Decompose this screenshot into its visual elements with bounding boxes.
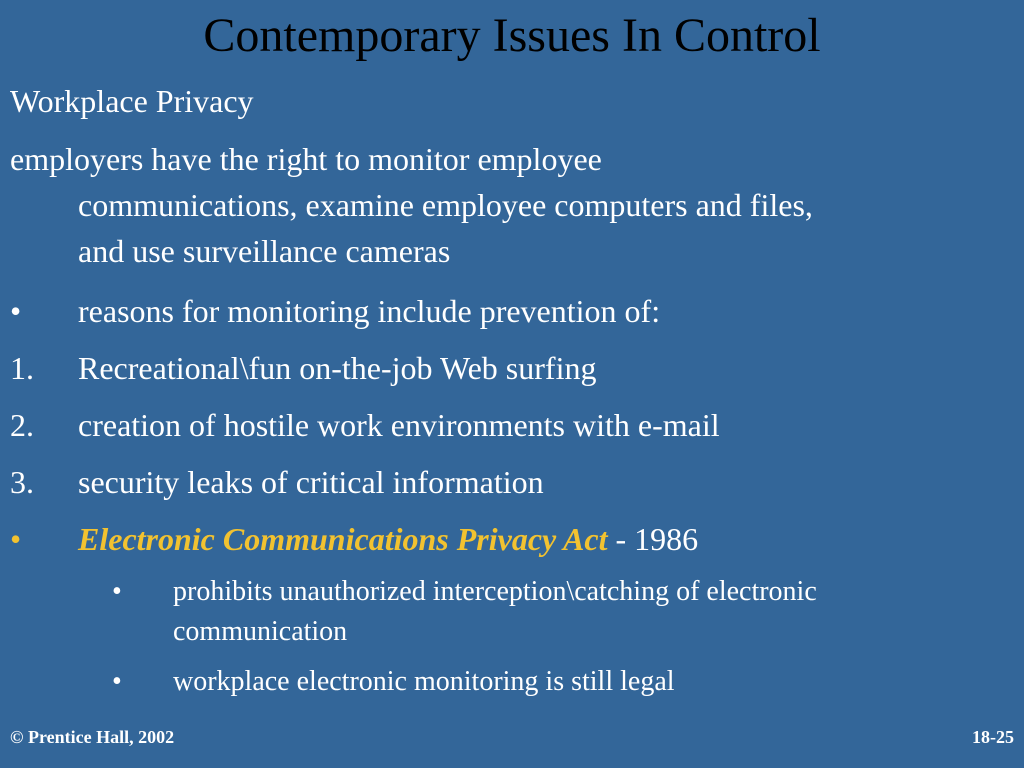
act-year: - 1986 — [607, 521, 699, 557]
act-name: Electronic Communications Privacy Act — [78, 521, 608, 557]
bullet-marker: • — [10, 293, 22, 329]
bullet-marker: • — [10, 521, 22, 557]
list-item-text: creation of hostile work environments with e-mail — [78, 407, 720, 443]
sub-bullet-text: prohibits unauthorized interception\catching of electronic — [173, 576, 817, 607]
list-item-text: security leaks of critical information — [78, 464, 544, 500]
bullet-marker: • — [112, 576, 122, 607]
slide-number: 18-25 — [972, 727, 1014, 747]
sub-bullet-text: workplace electronic monitoring is still legal — [173, 666, 675, 697]
list-number: 2. — [10, 407, 34, 443]
list-number: 3. — [10, 464, 34, 500]
slide-title: Contemporary Issues In Control — [203, 9, 821, 62]
footer-copyright: © Prentice Hall, 2002 — [10, 727, 175, 747]
reasons-text: reasons for monitoring include prevention of: — [78, 293, 661, 329]
list-item-text: Recreational\fun on-the-job Web surfing — [78, 350, 597, 386]
list-number: 1. — [10, 350, 34, 386]
section-heading: Workplace Privacy — [10, 83, 254, 119]
intro-line-3: and use surveillance cameras — [78, 233, 451, 269]
intro-line-1: employers have the right to monitor employee — [10, 141, 602, 177]
bullet-marker: • — [112, 666, 122, 697]
intro-line-2: communications, examine employee computers and files, — [78, 187, 813, 223]
act-line — [78, 516, 698, 562]
sub-bullet-text: communication — [173, 616, 348, 647]
